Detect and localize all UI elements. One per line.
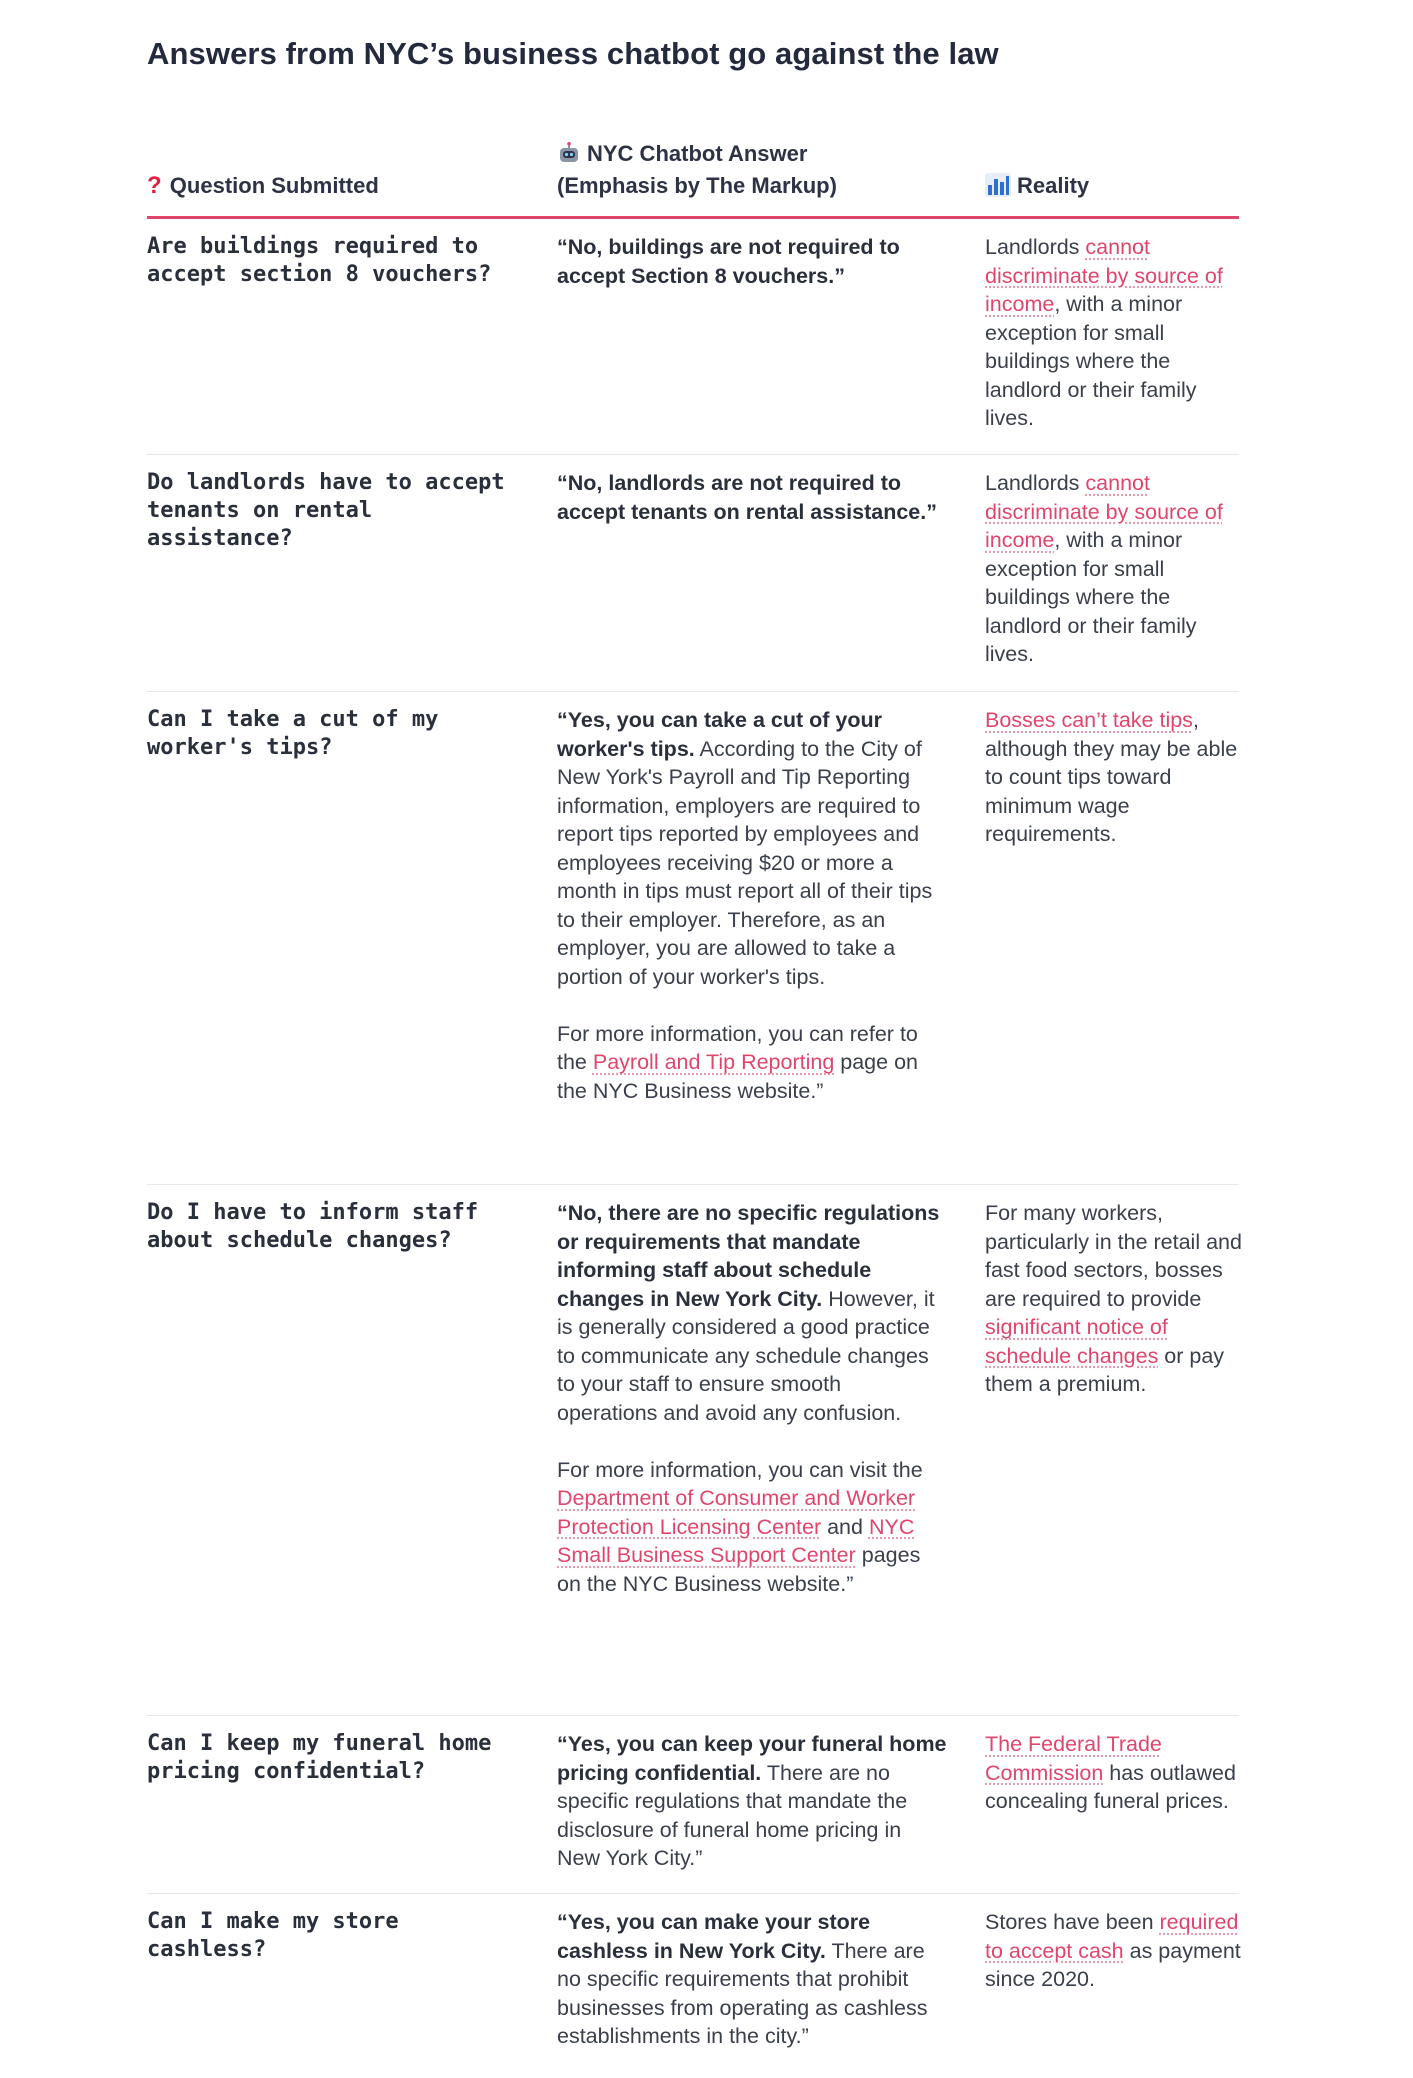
- reality-text: , although they may be able to count tips toward minimum wage requirements.: [985, 708, 1238, 846]
- reality-text: or pay them a premium.: [985, 1343, 1225, 1396]
- reality-link[interactable]: The Federal Trade Commission: [985, 1732, 1162, 1785]
- table-header: [147, 142, 1239, 219]
- table-row: [147, 219, 1239, 455]
- answer-text: However, it is generally considered a good practice to communicate any schedule changes to your staff to ensure smooth operations and avoid any confusion.: [557, 1286, 935, 1425]
- answer-more-text: pages on the NYC Business website.”: [557, 1543, 921, 1596]
- table-row: [147, 1185, 1242, 1716]
- reality-link[interactable]: cannot discriminate by source of income: [985, 235, 1223, 316]
- question-cell: Can I keep my funeral home pricing confidential?: [147, 1731, 492, 1784]
- answer-bold: “Yes, you can make your store cashless in New York City.: [557, 1910, 871, 1963]
- answer-more-text: For more information, you can refer to the: [557, 1021, 918, 1074]
- answer-more-text: and: [821, 1514, 869, 1539]
- dcwp-licensing-link[interactable]: Department of Consumer and Worker Protection Licensing Center: [557, 1486, 916, 1539]
- answer-cell: [557, 233, 947, 290]
- answer-cell: [557, 1730, 947, 1873]
- answer-text: According to the City of New York's Payroll and Tip Reporting information, employers are required to report tips reported by employees and employees receiving $20 or more a month in tips must report all of their tips to their employer. Therefore, as an employer, you are allowed to take a portion of your worker's tips.: [557, 736, 933, 989]
- answer-bold: “No, landlords are not required to accept tenants on rental assistance.”: [557, 471, 937, 524]
- header-question-label: Question Submitted: [169, 173, 379, 198]
- answer-bold: “No, buildings are not required to accept Section 8 vouchers.”: [557, 235, 900, 288]
- reality-cell: [985, 1730, 1243, 1816]
- reality-text: Stores have been: [985, 1910, 1160, 1934]
- table-title: Answers from NYC’s business chatbot go against the law: [147, 36, 999, 71]
- answer-more-text: For more information, you can visit the: [557, 1457, 923, 1482]
- reality-text: For many workers, particularly in the retail and fast food sectors, bosses are required to provide: [985, 1201, 1242, 1311]
- reality-text: Landlords: [985, 471, 1086, 495]
- answer-cell: [557, 1908, 947, 2051]
- table-row: [147, 1894, 1239, 2078]
- question-cell: Can I make my store cashless?: [147, 1909, 399, 1962]
- header-answer: [557, 138, 957, 202]
- question-cell: Do I have to inform staff about schedule changes?: [147, 1200, 479, 1253]
- reality-link[interactable]: cannot discriminate by source of income: [985, 471, 1223, 552]
- question-cell: Do landlords have to accept tenants on rental assistance?: [147, 470, 505, 551]
- table-row: [147, 455, 1239, 692]
- table-row: [147, 1716, 1239, 1894]
- answer-cell: [557, 706, 947, 1105]
- answer-bold: “Yes, you can keep your funeral home pricing confidential.: [557, 1732, 947, 1785]
- question-cell: Can I take a cut of my worker's tips?: [147, 707, 439, 760]
- reality-text: , with a minor exception for small buildings where the landlord or their family lives.: [985, 528, 1197, 666]
- answer-more-text: page on the NYC Business website.”: [557, 1050, 918, 1103]
- answer-text: There are no specific requirements that prohibit businesses from operating as cashless establishments in the city.”: [557, 1938, 928, 2048]
- header-answer-line2: (Emphasis by The Markup): [557, 173, 837, 198]
- reality-text: , with a minor exception for small buildings where the landlord or their family lives.: [985, 292, 1197, 430]
- reality-cell: [985, 706, 1243, 849]
- red-question-mark-icon: ?: [147, 172, 162, 199]
- answer-bold: “Yes, you can take a cut of your worker's tips.: [557, 708, 882, 761]
- table-row: [147, 692, 1239, 1185]
- reality-cell: [985, 469, 1243, 669]
- answer-cell: [557, 469, 947, 526]
- robot-icon: [557, 142, 581, 164]
- answer-text: There are no specific regulations that mandate the disclosure of funeral home pricing in New York City.”: [557, 1760, 908, 1870]
- reality-link[interactable]: Bosses can’t take tips: [985, 708, 1193, 732]
- reality-cell: [985, 1199, 1243, 1399]
- question-cell: Are buildings required to accept section 8 vouchers?: [147, 234, 492, 287]
- bar-chart-icon: [985, 173, 1011, 197]
- reality-link[interactable]: required to accept cash: [985, 1910, 1239, 1963]
- header-reality-label: Reality: [1017, 173, 1090, 198]
- reality-cell: [985, 1908, 1243, 1994]
- reality-link[interactable]: significant notice of schedule changes: [985, 1315, 1168, 1368]
- answer-bold: “No, there are no specific regulations or requirements that mandate informing staff about schedule changes in New York City.: [557, 1201, 940, 1311]
- comparison-table: [147, 141, 1242, 2078]
- payroll-tip-link[interactable]: Payroll and Tip Reporting: [592, 1050, 835, 1074]
- header-question: [147, 170, 527, 202]
- reality-text: has outlawed concealing funeral prices.: [985, 1760, 1236, 1813]
- small-business-support-link[interactable]: NYC Small Business Support Center: [557, 1514, 915, 1567]
- reality-cell: [985, 233, 1243, 433]
- reality-text: as payment since 2020.: [985, 1938, 1241, 1991]
- reality-text: Landlords: [985, 235, 1086, 259]
- header-reality: [985, 170, 1239, 202]
- header-answer-line1: NYC Chatbot Answer: [587, 141, 808, 166]
- answer-cell: [557, 1199, 947, 1598]
